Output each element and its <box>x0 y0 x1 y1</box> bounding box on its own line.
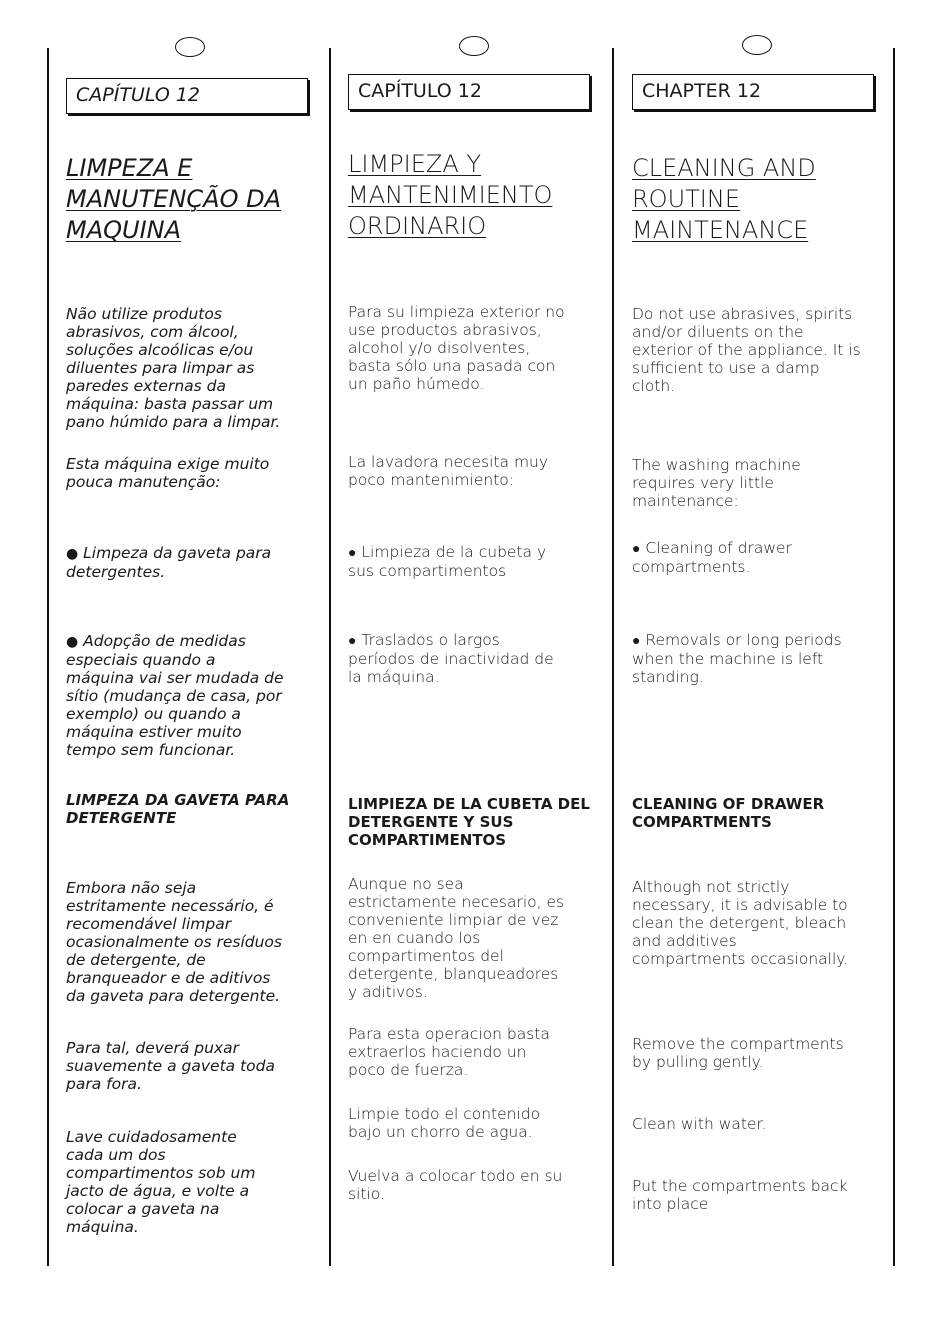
intro-paragraph: Não utilize produtos abrasivos, com álcool, soluções alcoólicas e/ou diluentes para limpar as paredes externas da máquina: basta passar um pano húmido para a limpar. <box>66 305 281 431</box>
column-english <box>632 0 884 1324</box>
subheading: CLEANING OF DRAWER COMPARTMENTS <box>632 795 825 831</box>
bullet-icon: ● <box>348 545 357 561</box>
section-title: LIMPIEZA Y MANTENIMIENTO ORDINARIO <box>348 150 553 240</box>
chapter-box <box>632 74 874 110</box>
bullet-item-removals: ● Adopção de medidas especiais quando a máquina vai ser mudada de sítio (mudança de casa, por exemplo) ou quando a máquina estiver muito tempo sem funcionar. <box>66 632 284 759</box>
chapter-box <box>66 78 308 114</box>
paragraph-1: Embora não seja estritamente necessário, é recomendável limpar ocasionalmente os resíduos de detergente, de branqueador e de aditivos da gaveta para detergente. <box>66 879 282 1005</box>
bullet-icon: ● <box>632 633 641 649</box>
paragraph-2: Remove the compartments by pulling gently. <box>632 1035 844 1071</box>
paragraph-3: Limpie todo el contenido bajo un chorro de agua. <box>348 1105 541 1141</box>
paragraph-1: Although not strictly necessary, it is advisable to clean the detergent, bleach and additives compartments occasionally. <box>632 878 849 968</box>
paragraph-1: Aunque no sea estrictamente necesario, es conveniente limpiar de vez en en cuando los compartimentos del detergente, blanqueadores y aditivos. <box>348 875 565 1001</box>
chapter-label: CAPÍTULO 12 <box>358 80 482 102</box>
language-marker-icon <box>175 37 205 57</box>
maintenance-paragraph: Esta máquina exige muito pouca manutenção: <box>66 455 270 491</box>
bullet-icon: ● <box>66 546 79 562</box>
bullet-icon: ● <box>348 633 357 649</box>
bullet-item-drawer: ● Limpeza da gaveta para detergentes. <box>66 544 272 581</box>
bullet-item-removals: ● Removals or long periods when the machine is left standing. <box>632 631 842 686</box>
language-marker-icon <box>459 36 489 56</box>
subheading: LIMPEZA DA GAVETA PARA DETERGENTE <box>66 791 290 827</box>
paragraph-2: Para esta operacion basta extraerlos haciendo un poco de fuerza. <box>348 1025 550 1079</box>
paragraph-4: Put the compartments back into place <box>632 1177 848 1213</box>
divider-left <box>47 48 49 1266</box>
intro-paragraph: Para su limpieza exterior no use productos abrasivos, alcohol y/o disolventes, basta sólo una pasada con un paño húmedo. <box>348 303 565 393</box>
column-portuguese <box>66 0 318 1324</box>
bullet-item-removals: ● Traslados o largos períodos de inactividad de la máquina. <box>348 631 554 686</box>
section-title: LIMPEZA E MANUTENÇÃO DA MAQUINA <box>66 154 282 244</box>
intro-paragraph: Do not use abrasives, spirits and/or diluents on the exterior of the appliance. It is sufficient to use a damp cloth. <box>632 305 861 395</box>
bullet-icon: ● <box>632 541 641 557</box>
chapter-box <box>348 74 590 110</box>
bullet-icon: ● <box>66 634 79 650</box>
chapter-label: CAPÍTULO 12 <box>76 84 201 106</box>
divider-1 <box>329 48 331 1266</box>
subheading: LIMPIEZA DE LA CUBETA DEL DETERGENTE Y SUS COMPARTIMENTOS <box>348 795 590 849</box>
divider-2 <box>612 48 614 1266</box>
paragraph-3: Lave cuidadosamente cada um dos compartimentos sob um jacto de água, e volte a colocar a gaveta na máquina. <box>66 1128 256 1236</box>
bullet-item-drawer: ● Limpieza de la cubeta y sus compartimentos <box>348 543 547 580</box>
column-spanish <box>348 0 603 1324</box>
paragraph-3: Clean with water. <box>632 1115 767 1133</box>
paragraph-4: Vuelva a colocar todo en su sitio. <box>348 1167 563 1203</box>
maintenance-paragraph: The washing machine requires very little maintenance: <box>632 456 801 510</box>
divider-right <box>893 48 895 1266</box>
bullet-item-drawer: ● Cleaning of drawer compartments. <box>632 539 792 576</box>
section-title: CLEANING AND ROUTINE MAINTENANCE <box>632 154 816 244</box>
language-marker-icon <box>742 35 772 55</box>
chapter-label: CHAPTER 12 <box>642 80 762 102</box>
maintenance-paragraph: La lavadora necesita muy poco mantenimiento: <box>348 453 549 489</box>
paragraph-2: Para tal, deverá puxar suavemente a gaveta toda para fora. <box>66 1039 275 1093</box>
